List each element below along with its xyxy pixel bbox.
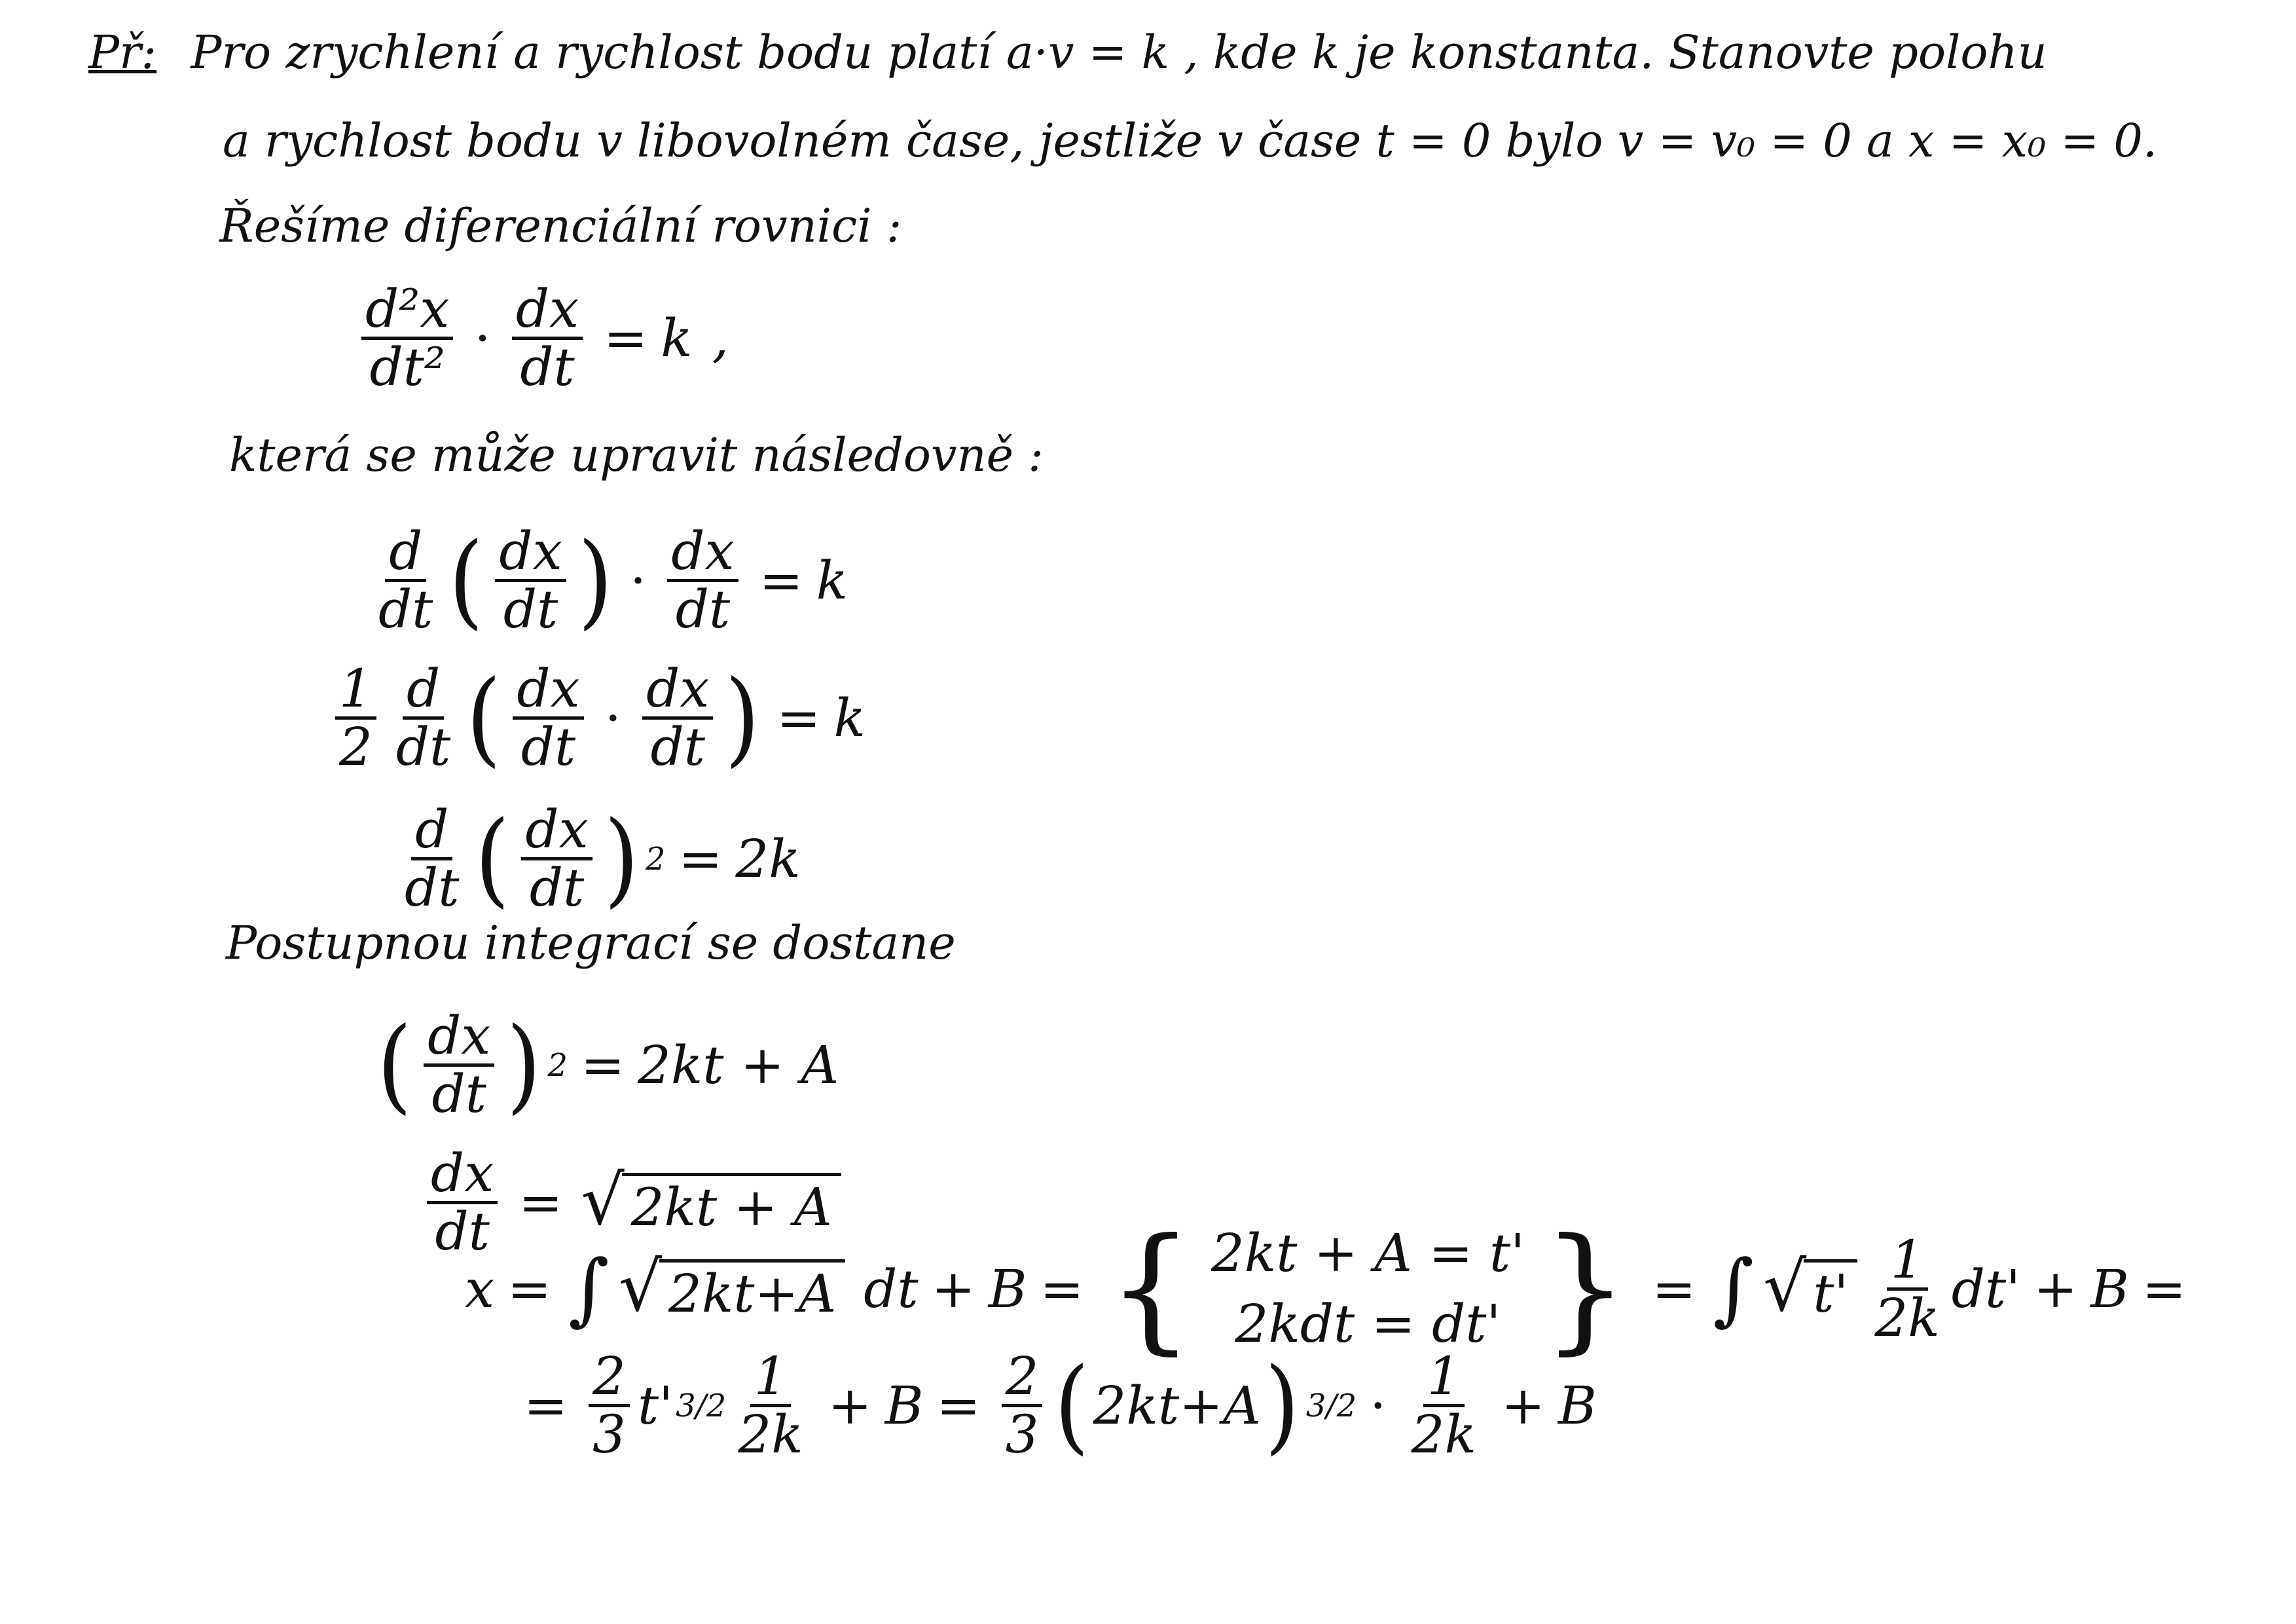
fraction-dx-dt: $\frac{dx}{dt}$: [512, 282, 583, 395]
equation-2: $\frac{d}{dt}$ ( $\frac{dx}{dt}$ ) · $\frac{dx}{dt}$ = k: [378, 521, 848, 640]
equation-4: $\frac{d}{dt}$ ( $\frac{dx}{dt}$ ) 2 = 2k: [405, 799, 801, 919]
transition-2: Postupnou integrací se dostane: [226, 916, 956, 970]
problem-line-2: a rychlost bodu v libovolném čase, jestliže v čase t = 0 bylo v = v₀ = 0 a x = x₀ = 0.: [223, 114, 2158, 168]
equation-3: $\frac{1}{2}$ $\frac{d}{dt}$ ( $\frac{dx}{dt}$ · $\frac{dx}{dt}$ ) = k: [327, 661, 866, 775]
equation-8: = $\frac{2}{3}$ t' 3/2 $\frac{1}{2k}$ + B = $\frac{2}{3}$ ( 2kt+A ) 3/2 · $\frac{1}{2k}$ + B: [524, 1346, 1597, 1466]
equation-1: $\frac{\text{d²x}}{\text{dt²}}$ · $\frac{dx}{dt}$ = k ,: [354, 282, 729, 395]
fraction-d2x-dt2: $\frac{\text{d²x}}{\text{dt²}}$: [361, 282, 453, 395]
square-root: √ 2kt + A: [581, 1166, 841, 1239]
intro-text: Řešíme diferenciální rovnici :: [219, 199, 902, 253]
problem-line-1: [88, 26, 2047, 79]
equation-6: $\frac{dx}{dt}$ = √ 2kt + A: [419, 1146, 847, 1259]
problem-label: Př:: [88, 26, 157, 79]
equation-7: x = ∫ √ 2kt+A dt + B = { 2kt + A = t' 2kdt = dt' } = ∫ √ t' $\frac{1}{2k}$ dt' + B =: [465, 1209, 2186, 1368]
substitution-block: 2kt + A = t' 2kdt = dt': [1211, 1223, 1525, 1354]
transition-1: která se může upravit následovně :: [229, 428, 1044, 482]
equation-5: ( $\frac{dx}{dt}$ ) 2 = 2kt + A: [377, 1005, 839, 1125]
problem-text-1: Pro zrychlení a rychlost bodu platí a·v = k , kde k je konstanta. Stanovte polohu: [191, 26, 2047, 79]
